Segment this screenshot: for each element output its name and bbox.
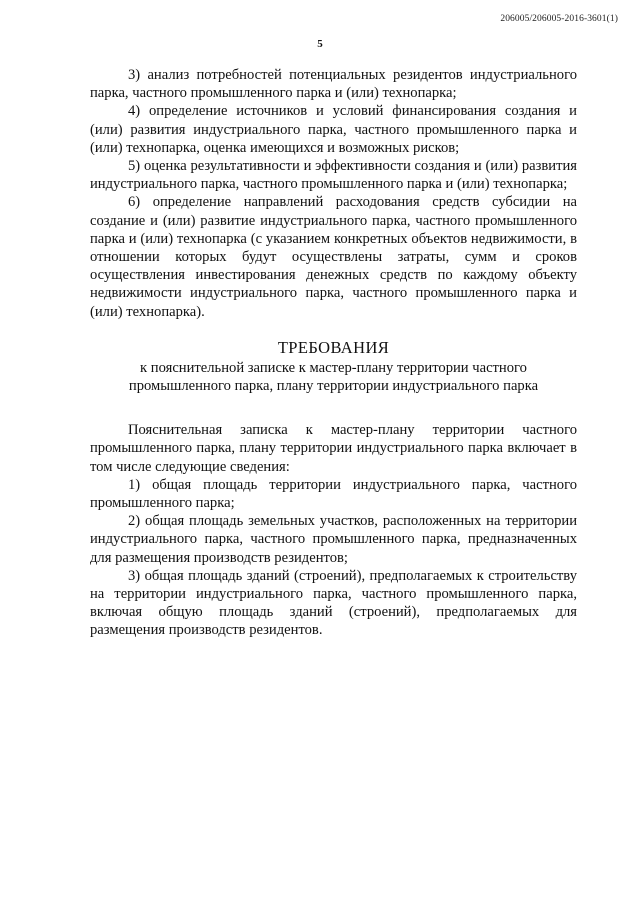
requirements-intro: Пояснительная записка к мастер-плану территории частного промышленного парка, плану территории индустриального парка включает в том числе следующие сведения: [90,422,577,475]
list-item-4: 4) определение источников и условий финансирования создания и (или) развития индустриального парка, частного промышленного парка и (или) технопарка, оценка имеющихся и возможных рисков; [90,103,577,156]
list-item-6: 6) определение направлений расходования средств субсидии на создание и (или) развитие индустриального парка, частного промышленного парка и (или) технопарка (с указанием конкретных объектов недвижимости, в отношении которых будут осуществлены затраты, сумм и сроков осуществления инвестирования денежных средств по каждому объекту недвижимости индустриального парка, частного промышленного парка и (или) технопарка). [90,194,577,320]
page-content [90,66,577,640]
requirement-item-2: 2) общая площадь земельных участков, расположенных на территории индустриального парка, частного промышленного парка, предназначенных для размещения производств резидентов; [90,513,577,566]
list-item-5: 5) оценка результативности и эффективности создания и (или) развития индустриального парка, частного промышленного парка и (или) технопарка; [90,158,577,193]
page-number: 5 [317,38,323,50]
requirement-item-3: 3) общая площадь зданий (строений), предполагаемых к строительству на территории индустриального парка, частного промышленного парка, включая общую площадь зданий (строений), предполагаемых для размещения производств резидентов. [90,567,577,639]
requirement-item-1: 1) общая площадь территории индустриального парка, частного промышленного парка; [90,476,577,512]
section-gap [90,395,577,421]
document-id: 206005/206005-2016-3601(1) [500,14,618,24]
list-item-3: 3) анализ потребностей потенциальных резидентов индустриального парка, частного промышленного парка и (или) технопарка; [90,67,577,102]
requirements-title: ТРЕБОВАНИЯ [277,337,390,357]
requirements-subtitle: к пояснительной записке к мастер-плану территории частного промышленного парка, плану территории индустриального парка [128,359,539,395]
